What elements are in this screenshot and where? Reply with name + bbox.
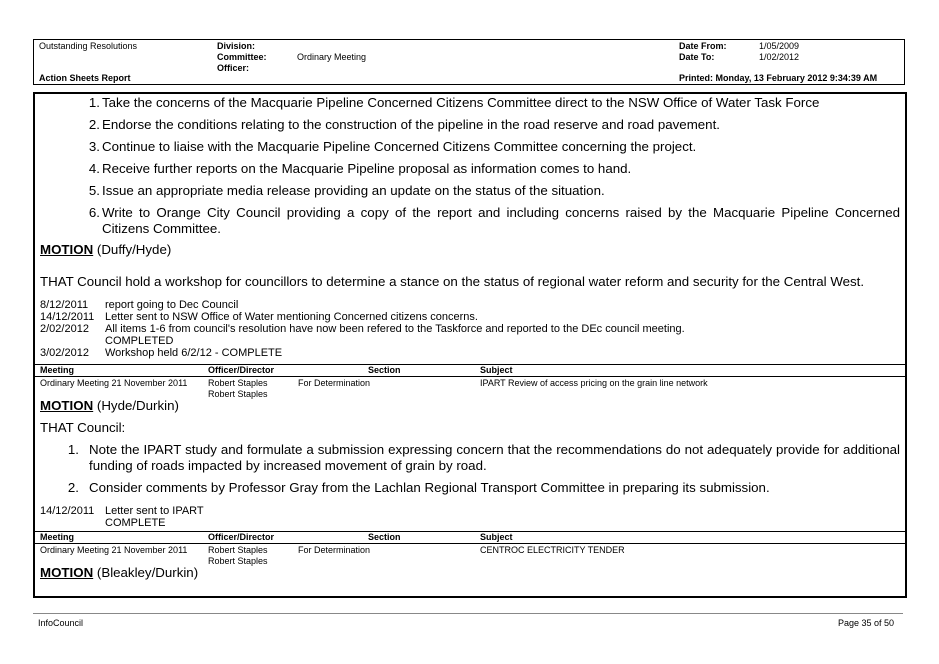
motion-heading (40, 398, 179, 414)
report-name: Action Sheets Report (39, 73, 131, 83)
log-date: 8/12/2011 (40, 299, 89, 311)
action-log (40, 505, 900, 529)
motion-heading (40, 565, 198, 581)
meeting-value: Ordinary Meeting 21 November 2011 (40, 545, 188, 555)
printed-value: Monday, 13 February 2012 9:34:39 AM (715, 73, 878, 83)
list-number: 5. (88, 183, 100, 198)
list-number: 2. (88, 117, 100, 132)
col-officer: Officer/Director (208, 532, 275, 542)
resolution-text: THAT Council hold a workshop for councillors to determine a stance on the status of regional water reform and security for the Central West. (40, 274, 865, 289)
list-number: 6. (88, 205, 100, 220)
log-entry (40, 347, 900, 359)
col-meeting: Meeting (40, 532, 75, 542)
list-item (59, 442, 902, 476)
divider (35, 531, 905, 532)
printed-line (679, 73, 877, 83)
committee-label: Committee: (217, 52, 267, 62)
section-value: For Determination (298, 545, 371, 555)
motion-movers: (Bleakley/Durkin) (96, 565, 199, 580)
date-to-label: Date To: (679, 52, 715, 62)
officer-value: Robert Staples (208, 378, 268, 388)
list-number: 4. (88, 161, 100, 176)
divider (35, 543, 905, 544)
footer-app-name: InfoCouncil (38, 618, 84, 628)
action-sheet-body (33, 92, 907, 598)
log-date: 2/02/2012 (40, 323, 89, 335)
divider (35, 364, 905, 365)
list-number: 2. (67, 480, 79, 495)
log-entry (40, 299, 900, 311)
log-date: 14/12/2011 (40, 311, 95, 323)
list-item (80, 205, 902, 239)
list-number: 1. (67, 442, 79, 457)
log-entry (40, 323, 900, 335)
log-text: All items 1-6 from council's resolution have now been refered to the Taskforce and reported to the DEc council meeting. (105, 323, 685, 335)
action-log (40, 299, 900, 359)
resolution-intro: THAT Council: (40, 420, 126, 435)
log-entry (40, 505, 900, 517)
col-section: Section (368, 532, 401, 542)
motion-heading (40, 242, 171, 258)
log-entry (40, 311, 900, 323)
officer-value: Robert Staples (208, 545, 268, 555)
col-subject: Subject (480, 365, 513, 375)
list-number: 3. (88, 139, 100, 154)
meeting-value: Ordinary Meeting 21 November 2011 (40, 378, 188, 388)
log-date: 14/12/2011 (40, 505, 95, 517)
col-section: Section (368, 365, 401, 375)
director-value: Robert Staples (208, 389, 268, 399)
motion-movers: (Hyde/Durkin) (96, 398, 179, 413)
list-text: Write to Orange City Council providing a copy of the report and including concerns raised by the Macquarie Pipeline Concerned Citizens Committee. (102, 205, 900, 236)
divider (35, 376, 905, 377)
log-text: report going to Dec Council (105, 299, 239, 311)
list-text: Endorse the conditions relating to the construction of the pipeline in the road reserve and road pavement. (102, 117, 720, 132)
list-text: Continue to liaise with the Macquarie Pipeline Concerned Citizens Committee concerning the project. (102, 139, 697, 154)
report-type: Outstanding Resolutions (39, 41, 138, 51)
director-value: Robert Staples (208, 556, 268, 566)
list-text: Issue an appropriate media release providing an update on the status of the situation. (102, 183, 605, 198)
report-header (33, 39, 905, 85)
list-text: Consider comments by Professor Gray from the Lachlan Regional Transport Committee in preparing its submission. (89, 480, 770, 495)
date-to-value: 1/02/2012 (759, 52, 800, 62)
footer-divider (33, 613, 903, 614)
log-text: Letter sent to IPART (105, 505, 204, 517)
division-label: Division: (217, 41, 256, 51)
log-text: COMPLETE (105, 517, 166, 529)
col-subject: Subject (480, 532, 513, 542)
list-text: Take the concerns of the Macquarie Pipeline Concerned Citizens Committee direct to the NSW Office of Water Task Force (102, 95, 820, 110)
motion-label: MOTION (40, 398, 94, 413)
log-text: COMPLETED (105, 335, 174, 347)
motion-label: MOTION (40, 242, 94, 257)
officer-label: Officer: (217, 63, 250, 73)
list-text: Note the IPART study and formulate a submission expressing concern that the recommendations do not adequately provide for additional funding of roads impacted by increased movement of grain by road. (89, 442, 900, 473)
date-from-value: 1/05/2009 (759, 41, 800, 51)
list-text: Receive further reports on the Macquarie Pipeline proposal as information comes to hand. (102, 161, 632, 176)
subject-value: IPART Review of access pricing on the grain line network (480, 378, 708, 388)
list-number: 1. (88, 95, 100, 110)
section-value: For Determination (298, 378, 371, 388)
date-from-label: Date From: (679, 41, 727, 51)
log-entry (40, 335, 900, 347)
committee-value: Ordinary Meeting (297, 52, 367, 62)
col-meeting: Meeting (40, 365, 75, 375)
log-entry (40, 517, 900, 529)
page-number: Page 35 of 50 (838, 618, 895, 628)
log-text: Letter sent to NSW Office of Water mentioning Concerned citizens concerns. (105, 311, 478, 323)
log-text: Workshop held 6/2/12 - COMPLETE (105, 347, 283, 359)
motion-movers: (Duffy/Hyde) (96, 242, 172, 257)
motion-label: MOTION (40, 565, 94, 580)
col-officer: Officer/Director (208, 365, 275, 375)
log-date: 3/02/2012 (40, 347, 89, 359)
subject-value: CENTROC ELECTRICITY TENDER (480, 545, 625, 555)
printed-label: Printed: (679, 73, 714, 83)
